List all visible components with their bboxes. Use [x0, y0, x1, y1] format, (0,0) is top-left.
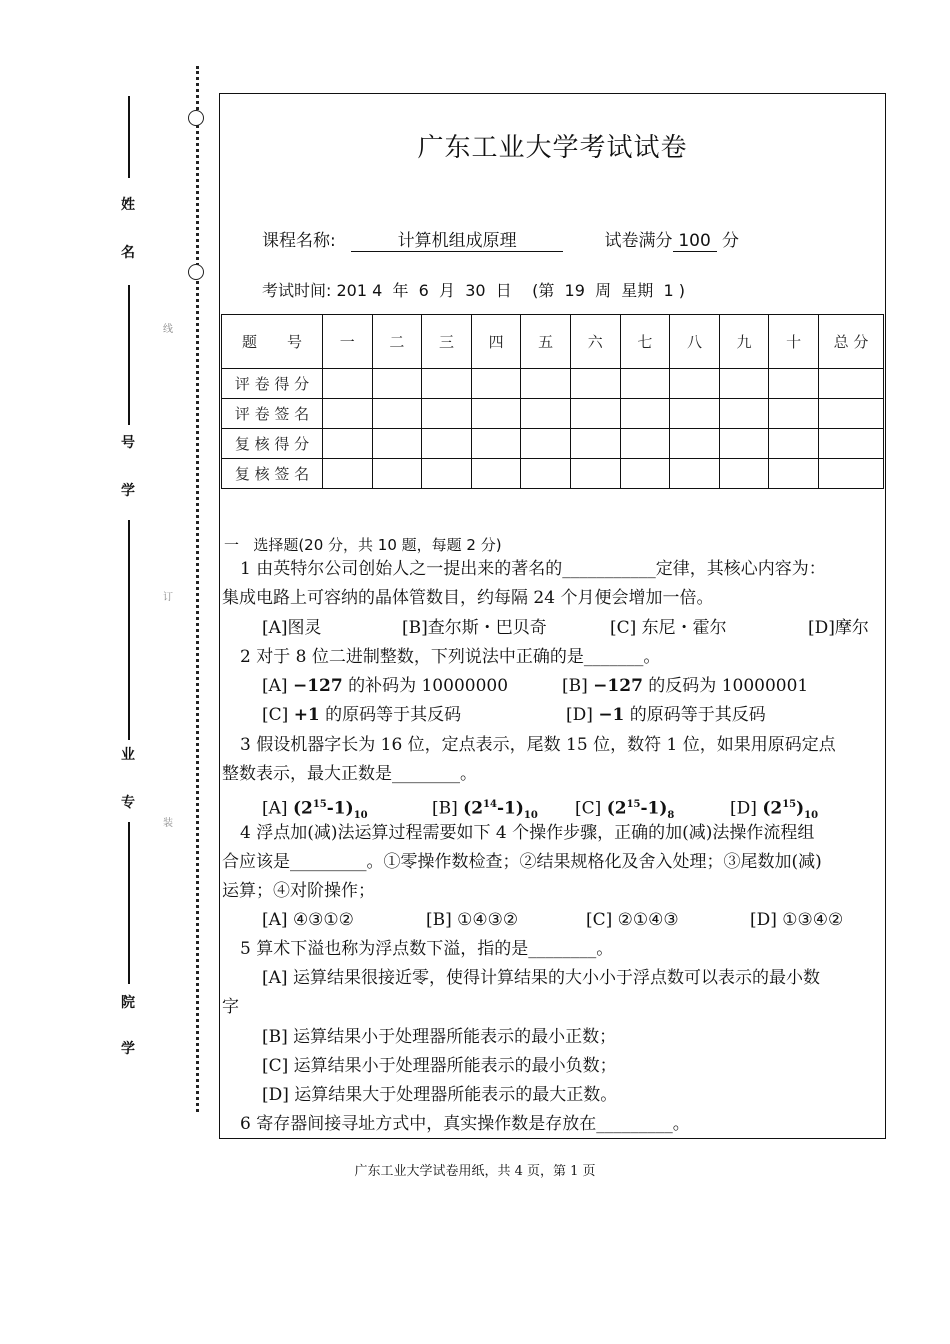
- option-letter: [A]: [262, 798, 293, 819]
- score-table-row: [222, 399, 884, 429]
- option-base: (2: [463, 798, 484, 819]
- option-letter: [D]: [566, 705, 599, 725]
- binding-hole-2: [188, 264, 204, 280]
- header-cell: 四: [471, 315, 521, 369]
- major-line: [128, 520, 130, 740]
- score-cell[interactable]: [670, 399, 720, 429]
- course-value: 计算机组成原理: [351, 226, 563, 252]
- exam-time-label: 考试时间:: [262, 281, 332, 300]
- option-exponent: 14: [483, 799, 497, 810]
- score-cell[interactable]: [719, 429, 769, 459]
- score-cell[interactable]: [670, 429, 720, 459]
- full-marks-value: 100: [673, 231, 717, 252]
- option-exponent: 15: [782, 799, 797, 810]
- score-table: [221, 314, 884, 489]
- score-cell[interactable]: [719, 369, 769, 399]
- option-letter: [C]: [575, 798, 607, 819]
- q1-option-d: [D]摩尔: [808, 618, 869, 638]
- score-cell[interactable]: [620, 399, 670, 429]
- option-radix: 10: [804, 810, 819, 822]
- score-cell[interactable]: [323, 399, 373, 429]
- score-cell[interactable]: [471, 429, 521, 459]
- score-cell[interactable]: [620, 459, 670, 489]
- score-cell[interactable]: [372, 369, 422, 399]
- row-label: 评 卷 签 名: [222, 399, 323, 429]
- option-tail: -1): [640, 798, 668, 819]
- option-tail: -1): [496, 798, 524, 819]
- q1-option-a: [A]图灵: [262, 618, 322, 638]
- score-cell[interactable]: [670, 459, 720, 489]
- major-label-1: 业: [121, 747, 135, 763]
- score-cell[interactable]: [521, 399, 571, 429]
- score-cell[interactable]: [471, 399, 521, 429]
- score-cell[interactable]: [372, 399, 422, 429]
- student-id-line: [128, 285, 130, 425]
- question-1-line-1: 1 由英特尔公司创始人之一提出来的著名的___________定律，其核心内容为：: [240, 559, 826, 579]
- score-cell[interactable]: [819, 429, 884, 459]
- college-label-2: 学: [121, 1041, 135, 1057]
- option-radix: 10: [353, 810, 368, 822]
- question-1-line-2: 集成电路上可容纳的晶体管数目，约每隔 24 个月便会增加一倍。: [222, 588, 714, 608]
- option-base: (2: [292, 798, 313, 819]
- option-text: 的原码等于其反码: [319, 705, 462, 725]
- score-table-row: [222, 459, 884, 489]
- score-cell[interactable]: [570, 369, 620, 399]
- question-5: 5 算术下溢也称为浮点数下溢，指的是________。: [240, 939, 614, 959]
- score-cell[interactable]: [471, 369, 521, 399]
- course-label: 课程名称:: [262, 231, 336, 251]
- score-cell[interactable]: [819, 369, 884, 399]
- question-2: 2 对于 8 位二进制整数，下列说法中正确的是_______。: [240, 647, 661, 667]
- score-cell[interactable]: [323, 369, 373, 399]
- question-4-line-3: 运算；④对阶操作；: [222, 881, 375, 901]
- q1-option-b: [B]查尔斯・巴贝奇: [402, 618, 547, 638]
- option-radix: 8: [667, 810, 675, 822]
- score-cell[interactable]: [323, 429, 373, 459]
- score-cell[interactable]: [422, 369, 472, 399]
- header-cell: 总 分: [819, 315, 884, 369]
- q5-option-a-line-1: [A] 运算结果很接近零，使得计算结果的大小小于浮点数可以表示的最小数: [262, 968, 820, 988]
- binding-mark-line: 线: [163, 324, 173, 335]
- question-3-line-1: 3 假设机器字长为 16 位，定点表示，尾数 15 位，数符 1 位，如果用原码定点: [240, 735, 836, 755]
- score-cell[interactable]: [769, 459, 819, 489]
- option-letter: [B]: [432, 798, 464, 819]
- row-label: 复 核 得 分: [222, 429, 323, 459]
- name-label-1: 姓: [121, 197, 135, 213]
- question-6: 6 寄存器间接寻址方式中，真实操作数是存放在_________。: [240, 1114, 690, 1134]
- binding-dotted-line: [196, 66, 199, 1112]
- question-3-line-2: 整数表示，最大正数是________。: [222, 764, 477, 784]
- option-text: 的补码为 10000000: [342, 676, 509, 696]
- option-exponent: 15: [626, 799, 641, 810]
- q2-option-b: [562, 675, 808, 697]
- score-cell[interactable]: [819, 459, 884, 489]
- score-cell[interactable]: [819, 399, 884, 429]
- day-unit: 日: [495, 281, 512, 300]
- section-title: 选择题(20 分，共 10 题，每题 2 分): [253, 536, 502, 554]
- option-value: −1: [598, 705, 625, 725]
- q5-option-b: [B] 运算结果小于处理器所能表示的最小正数；: [262, 1027, 617, 1047]
- month-unit: 月: [439, 281, 456, 300]
- option-letter: [C]: [262, 705, 294, 725]
- name-label-2: 名: [121, 245, 135, 261]
- exam-title: 广东工业大学考试试卷: [417, 133, 688, 163]
- question-4-line-1: 4 浮点加(减)法运算过程需要如下 4 个操作步骤，正确的加(减)法操作流程组: [240, 823, 815, 843]
- college-label-1: 院: [121, 995, 135, 1011]
- header-cell: 八: [670, 315, 720, 369]
- q4-option-d: [D] ①③④②: [750, 910, 844, 930]
- header-cell: 二: [372, 315, 422, 369]
- header-cell: 三: [422, 315, 472, 369]
- score-cell[interactable]: [521, 429, 571, 459]
- q4-option-c: [C] ②①④③: [586, 910, 679, 930]
- option-radix: 10: [523, 810, 538, 822]
- full-marks-unit: 分: [721, 231, 739, 251]
- week-unit: 周: [595, 281, 612, 300]
- header-cell: 五: [521, 315, 571, 369]
- score-table-header-row: [222, 315, 884, 369]
- option-base: (2: [606, 798, 627, 819]
- q2-option-c: [262, 704, 461, 726]
- option-base: (2: [762, 798, 783, 819]
- q5-option-d: [D] 运算结果大于处理器所能表示的最大正数。: [262, 1085, 618, 1105]
- option-text: 的原码等于其反码: [624, 705, 766, 725]
- q5-option-c: [C] 运算结果小于处理器所能表示的最小负数；: [262, 1056, 617, 1076]
- page-footer: 广东工业大学试卷用纸，共 4 页，第 1 页: [354, 1164, 596, 1179]
- score-table-row: [222, 369, 884, 399]
- exam-month: 6: [418, 281, 429, 300]
- score-cell[interactable]: [372, 429, 422, 459]
- exam-day: 30: [465, 281, 486, 300]
- score-cell[interactable]: [620, 429, 670, 459]
- score-cell[interactable]: [620, 369, 670, 399]
- q5-option-a-line-2: 字: [222, 997, 239, 1017]
- score-cell[interactable]: [422, 429, 472, 459]
- score-cell[interactable]: [719, 459, 769, 489]
- binding-hole-1: [188, 110, 204, 126]
- binding-mark-order: 订: [163, 592, 173, 603]
- score-cell[interactable]: [570, 459, 620, 489]
- weekday-value: 1 ): [663, 281, 685, 300]
- option-value: −127: [292, 676, 343, 696]
- score-cell[interactable]: [521, 459, 571, 489]
- college-line: [128, 822, 130, 984]
- exam-week: 19: [564, 281, 585, 300]
- student-id-label-1: 号: [121, 435, 135, 451]
- option-letter: [A]: [262, 676, 293, 696]
- q4-option-a: [A] ④③①②: [262, 910, 354, 930]
- score-cell[interactable]: [670, 369, 720, 399]
- header-cell: 题 号: [222, 315, 323, 369]
- score-cell[interactable]: [372, 459, 422, 489]
- weekday-label: 星期: [621, 281, 654, 300]
- question-4-line-2: 合应该是_________。①零操作数检查；②结果规格化及舍入处理；③尾数加(减): [222, 852, 822, 872]
- name-line: [128, 96, 130, 178]
- score-cell[interactable]: [422, 459, 472, 489]
- header-cell: 十: [769, 315, 819, 369]
- option-tail: ): [796, 798, 805, 819]
- score-cell[interactable]: [323, 459, 373, 489]
- score-cell[interactable]: [769, 369, 819, 399]
- section-number: 一: [224, 536, 240, 554]
- q1-option-c: [C] 东尼・霍尔: [610, 618, 727, 638]
- score-cell[interactable]: [719, 399, 769, 429]
- score-cell[interactable]: [422, 399, 472, 429]
- q2-option-d: [566, 704, 766, 726]
- score-table-row: [222, 429, 884, 459]
- row-label: 评 卷 得 分: [222, 369, 323, 399]
- option-text: 的反码为 10000001: [642, 676, 809, 696]
- exam-year: 201 4: [336, 281, 383, 300]
- option-value: −127: [593, 676, 643, 696]
- option-value: +1: [293, 705, 320, 725]
- q2-option-a: [262, 675, 508, 697]
- header-cell: 一: [323, 315, 373, 369]
- full-marks-label: 试卷满分: [604, 231, 673, 251]
- score-cell[interactable]: [570, 399, 620, 429]
- row-label: 复 核 签 名: [222, 459, 323, 489]
- major-label-2: 专: [121, 795, 135, 811]
- option-letter: [B]: [562, 676, 594, 696]
- q4-option-b: [B] ①④③②: [426, 910, 519, 930]
- year-unit: 年: [392, 281, 409, 300]
- option-letter: [D]: [730, 798, 763, 819]
- header-cell: 六: [570, 315, 620, 369]
- exam-time-line: [262, 278, 685, 301]
- score-cell[interactable]: [769, 399, 819, 429]
- binding-mark-bind: 装: [163, 818, 173, 829]
- score-cell[interactable]: [570, 429, 620, 459]
- score-cell[interactable]: [769, 429, 819, 459]
- header-cell: 七: [620, 315, 670, 369]
- option-tail: -1): [326, 798, 354, 819]
- student-id-label-2: 学: [121, 483, 135, 499]
- score-cell[interactable]: [521, 369, 571, 399]
- week-open: (第: [532, 281, 555, 300]
- header-cell: 九: [719, 315, 769, 369]
- option-exponent: 15: [312, 799, 327, 810]
- score-cell[interactable]: [471, 459, 521, 489]
- course-line: [262, 226, 739, 252]
- section-heading: [224, 534, 502, 556]
